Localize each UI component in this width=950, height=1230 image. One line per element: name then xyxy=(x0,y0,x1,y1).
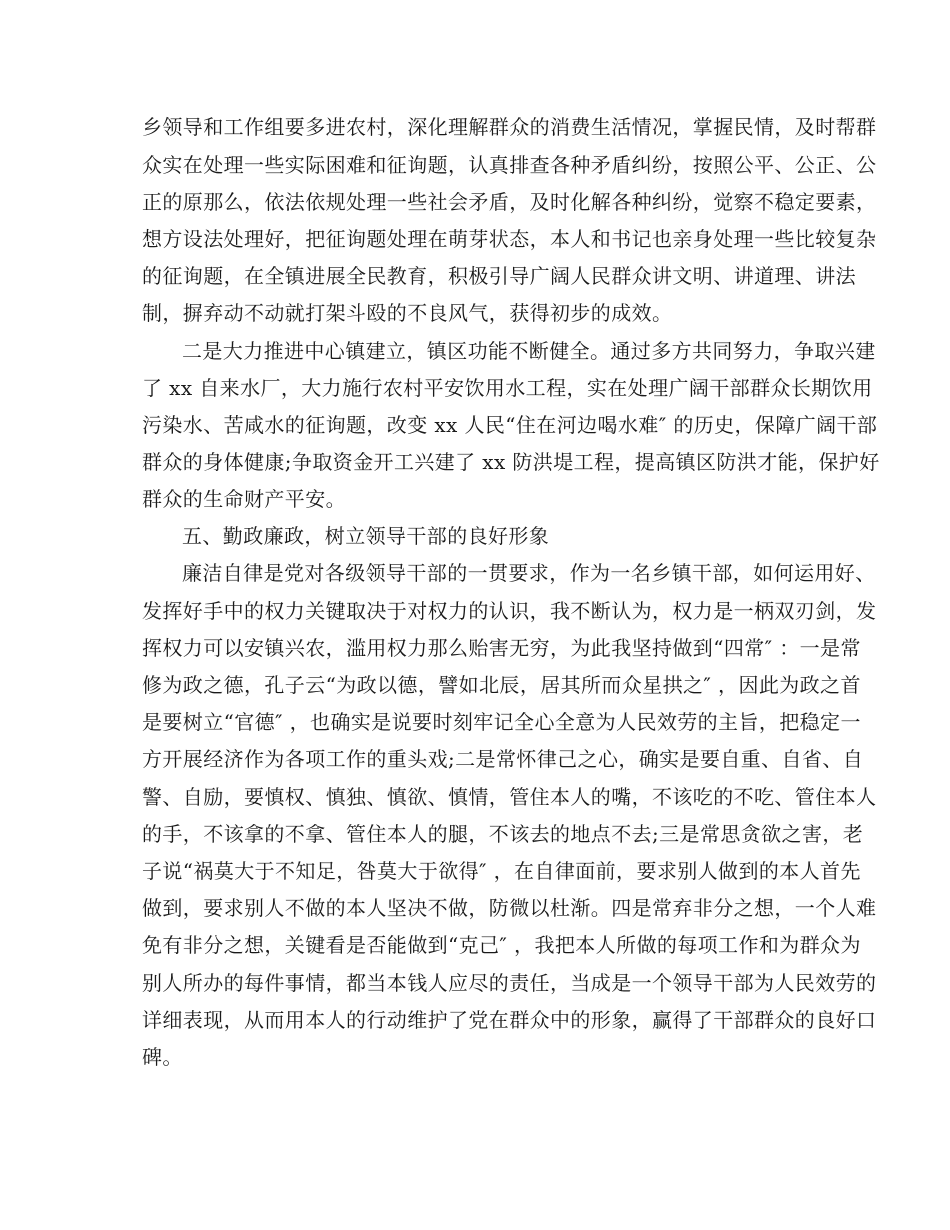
text-line: 详细表现，从而用本人的行动维护了党在群众中的形象，赢得了干部群众的良好口 xyxy=(142,1008,877,1032)
text-line: 乡领导和工作组要多进农村，深化理解群众的消费生活情况，掌握民情，及时帮群 xyxy=(142,115,877,139)
text-line: 免有非分之想，关键看是否能做到“克己″ ，我把本人所做的每项工作和为群众为 xyxy=(142,933,861,957)
text-line: 群众的生命财产平安。 xyxy=(142,487,346,511)
text-line: 的手，不该拿的不拿、管住本人的腿，不该去的地点不去;三是常思贪欲之害，老 xyxy=(142,822,864,846)
text-line: 警、自励，要慎权、慎独、慎欲、慎情，管住本人的嘴，不该吃的不吃、管住本人 xyxy=(142,785,877,809)
text-line: 众实在处理一些实际困难和征询题，认真排查各种矛盾纠纷，按照公平、公正、公 xyxy=(142,153,877,177)
text-line: 廉洁自律是党对各级领导干部的一贯要求，作为一名乡镇干部，如何运用好、 xyxy=(182,561,876,585)
text-line: 挥权力可以安镇兴农，滥用权力那么贻害无穷，为此我坚持做到“四常″ ：一是常 xyxy=(142,636,861,660)
text-line: 子说“祸莫大于不知足，咎莫大于欲得″ ，在自律面前，要求别人做到的本人首先 xyxy=(142,859,861,883)
section-heading: 五、勤政廉政，树立领导干部的良好形象 xyxy=(182,524,550,548)
text-line: 修为政之德，孔子云“为政以德，譬如北辰，居其所而众星拱之″ ，因此为政之首 xyxy=(142,673,861,697)
text-line: 发挥好手中的权力关键取决于对权力的认识，我不断认为，权力是一柄双刃剑，发 xyxy=(142,599,877,623)
text-line: 碑。 xyxy=(142,1045,183,1069)
text-line: 方开展经济作为各项工作的重头戏;二是常怀律己之心，确实是要自重、自省、自 xyxy=(142,747,864,771)
text-line: 正的原那么，依法依规处理一些社会矛盾，及时化解各种纠纷，觉察不稳定要素， xyxy=(142,190,877,214)
text-line: 污染水、苦咸水的征询题，改变 xx 人民“住在河边喝水难″ 的历史，保障广阔干部 xyxy=(142,413,878,437)
text-line: 别人所办的每件事情，都当本钱人应尽的责任，当成是一个领导干部为人民效劳的 xyxy=(142,971,877,995)
text-line: 制，摒弃动不动就打架斗殴的不良风气，获得初步的成效。 xyxy=(142,301,673,325)
text-line: 想方设法处理好，把征询题处理在萌芽状态，本人和书记也亲身处理一些比较复杂 xyxy=(142,227,877,251)
text-line: 了 xx 自来水厂，大力施行农村平安饮用水工程，实在处理广阔干部群众长期饮用 xyxy=(142,376,873,400)
text-line: 是要树立“官德″ ，也确实是说要时刻牢记全心全意为人民效劳的主旨，把稳定一 xyxy=(142,710,861,734)
text-line: 做到，要求别人不做的本人坚决不做，防微以杜渐。四是常弃非分之想，一个人难 xyxy=(142,896,877,920)
text-line: 二是大力推进中心镇建立，镇区功能不断健全。通过多方共同努力，争取兴建 xyxy=(182,339,876,363)
text-line: 群众的身体健康;争取资金开工兴建了 xx 防洪堤工程，提高镇区防洪才能，保护好 xyxy=(142,450,880,474)
text-line: 的征询题，在全镇进展全民教育，积极引导广阔人民群众讲文明、讲道理、讲法 xyxy=(142,264,856,288)
